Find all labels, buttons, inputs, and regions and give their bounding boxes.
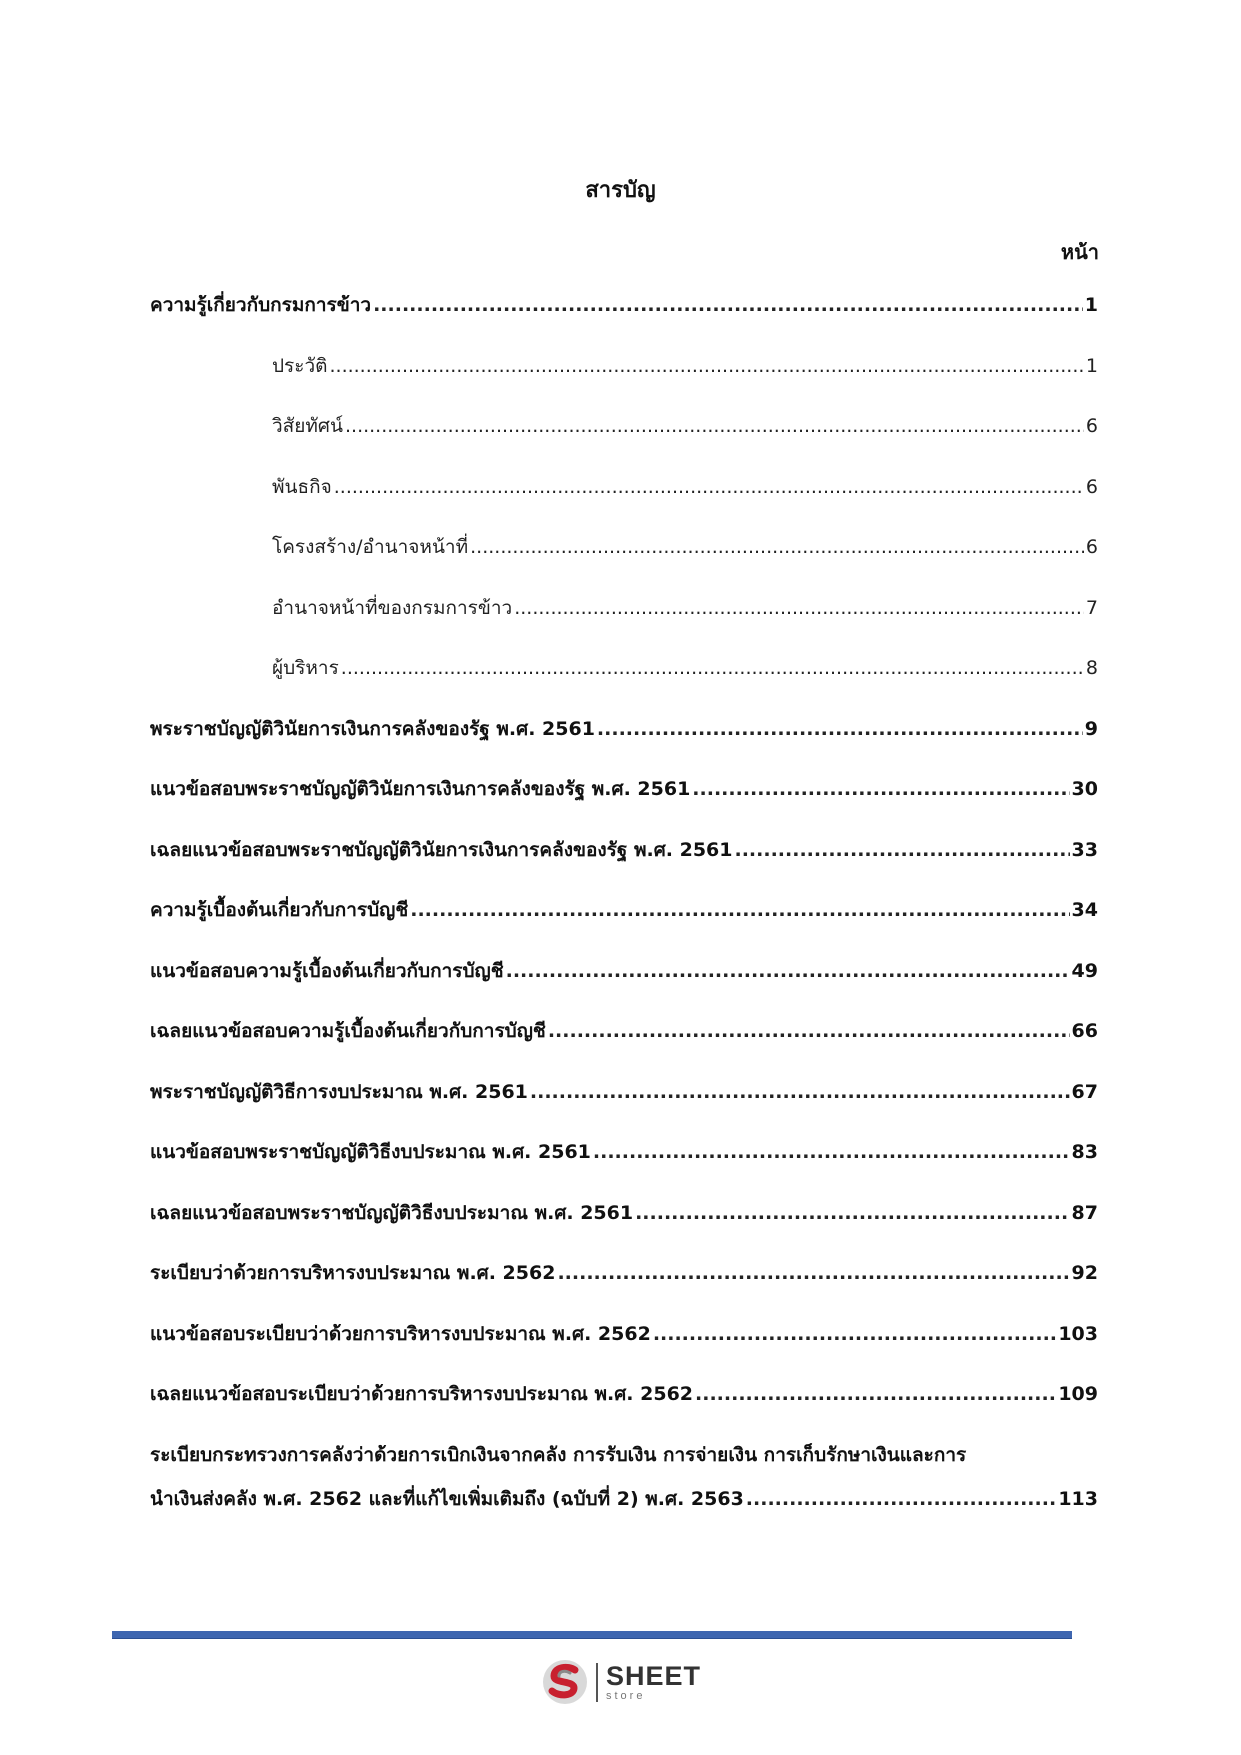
dot-leader	[334, 476, 1084, 498]
toc-entry-page: 34	[1071, 899, 1098, 921]
toc-subentry	[150, 472, 1098, 533]
toc-entry-text: เฉลยแนวข้อสอบความรู้เบื้องต้นเกี่ยวกับการบัญชี	[150, 1020, 546, 1042]
toc-entry-line1: ระเบียบกระทรวงการคลังว่าด้วยการเบิกเงินจากคลัง การรับเงิน การจ่ายเงิน การเก็บรักษาเงินและการ	[150, 1443, 967, 1466]
toc-entries	[150, 290, 1098, 1440]
toc-entry-text: อำนาจหน้าที่ของกรมการข้าว	[272, 596, 513, 619]
toc-entry-text: โครงสร้าง/อำนาจหน้าที่	[272, 536, 469, 558]
toc-entry-text: เฉลยแนวข้อสอบพระราชบัญญัติวินัยการเงินการคลังของรัฐ พ.ศ. 2561	[150, 838, 733, 861]
toc-entry-text: ประวัติ	[272, 354, 328, 377]
toc-entry-page: 7	[1085, 596, 1098, 619]
dot-leader	[593, 1141, 1070, 1163]
toc-subentry	[150, 653, 1098, 714]
toc-entry-text: แนวข้อสอบพระราชบัญญัติวินัยการเงินการคลังของรัฐ พ.ศ. 2561	[150, 778, 691, 800]
dot-leader	[692, 778, 1069, 800]
toc-entry-text: ผู้บริหาร	[272, 657, 339, 679]
toc-entry-page: 83	[1071, 1141, 1098, 1163]
toc-entry-text: พระราชบัญญัติวิธีการงบประมาณ พ.ศ. 2561	[150, 1080, 528, 1103]
page-column-label: หน้า	[1060, 240, 1099, 264]
dot-leader	[506, 960, 1070, 982]
toc-subentry	[150, 411, 1098, 472]
toc-entry	[150, 835, 1098, 896]
toc-subentry	[150, 593, 1098, 654]
toc-entry-page: 103	[1058, 1322, 1098, 1345]
dot-leader	[530, 1081, 1070, 1103]
toc-entry-page: 67	[1071, 1080, 1098, 1103]
toc-entry	[150, 290, 1098, 351]
toc-entry-page: 8	[1085, 657, 1098, 679]
toc-entry	[150, 895, 1098, 956]
toc-entry-page: 87	[1071, 1201, 1098, 1224]
toc-entry-page: 6	[1085, 475, 1098, 498]
dot-leader	[345, 415, 1084, 437]
toc-entry-text: นำเงินส่งคลัง พ.ศ. 2562 และที่แก้ไขเพิ่มเติมถึง (ฉบับที่ 2) พ.ศ. 2563	[150, 1487, 744, 1510]
toc-entry-page: 30	[1071, 778, 1098, 800]
logo-subword: store	[606, 1689, 646, 1702]
toc-entry	[150, 1137, 1098, 1198]
toc-entry-text: พันธกิจ	[272, 475, 332, 498]
toc-entry-page: 109	[1058, 1383, 1098, 1405]
toc-entry	[150, 1258, 1098, 1319]
toc-subentry	[150, 351, 1098, 412]
toc-entry-page: 113	[1058, 1487, 1098, 1510]
toc-entry-text: แนวข้อสอบความรู้เบื้องต้นเกี่ยวกับการบัญชี	[150, 959, 504, 982]
toc-entry-page: 1	[1084, 294, 1098, 316]
toc-entry-page: 6	[1085, 415, 1098, 437]
toc-entry-text: ระเบียบว่าด้วยการบริหารงบประมาณ พ.ศ. 2562	[150, 1262, 556, 1284]
dot-leader	[557, 1262, 1069, 1284]
sheet-store-logo	[540, 1655, 710, 1709]
toc-entry-text: แนวข้อสอบพระราชบัญญัติวิธีงบประมาณ พ.ศ. 2561	[150, 1141, 591, 1163]
toc-entry-text: ความรู้เกี่ยวกับกรมการข้าว	[150, 294, 372, 316]
toc-entry-page: 9	[1084, 717, 1098, 740]
dot-leader	[548, 1020, 1070, 1042]
toc-entry-text: พระราชบัญญัติวินัยการเงินการคลังของรัฐ พ.ศ. 2561	[150, 717, 595, 740]
toc-entry-page: 66	[1071, 1020, 1098, 1042]
toc-entry	[150, 1016, 1098, 1077]
dot-leader	[653, 1323, 1057, 1345]
dot-leader	[735, 839, 1070, 861]
toc-entry-text: เฉลยแนวข้อสอบระเบียบว่าด้วยการบริหารงบประมาณ พ.ศ. 2562	[150, 1383, 694, 1405]
toc-entry-multiline	[150, 1440, 1098, 1524]
toc-entry-line2	[150, 1484, 1098, 1524]
toc-entry	[150, 1198, 1098, 1259]
toc-subentry	[150, 532, 1098, 593]
toc-entry	[150, 1379, 1098, 1440]
toc-entry-page: 49	[1071, 959, 1098, 982]
dot-leader	[746, 1488, 1057, 1510]
dot-leader	[695, 1383, 1056, 1405]
toc-title: สารบัญ	[585, 178, 656, 203]
logo-mark-icon	[540, 1657, 590, 1707]
toc-entry-page: 33	[1071, 838, 1098, 861]
dot-leader	[329, 355, 1083, 377]
toc-entry	[150, 714, 1098, 775]
table-of-contents	[150, 290, 1098, 1524]
toc-entry-text: วิสัยทัศน์	[272, 415, 343, 437]
toc-entry	[150, 1319, 1098, 1380]
toc-entry-text: ความรู้เบื้องต้นเกี่ยวกับการบัญชี	[150, 899, 409, 921]
toc-entry-page: 1	[1085, 354, 1098, 377]
toc-entry	[150, 774, 1098, 835]
logo-wordmark	[596, 1660, 702, 1702]
dot-leader	[341, 657, 1084, 679]
toc-entry	[150, 956, 1098, 1017]
toc-entry-page: 92	[1071, 1262, 1098, 1284]
logo-word: SHEET	[606, 1660, 702, 1691]
dot-leader	[635, 1202, 1069, 1224]
dot-leader	[470, 536, 1084, 558]
toc-entry-text: เฉลยแนวข้อสอบพระราชบัญญัติวิธีงบประมาณ พ.ศ. 2561	[150, 1201, 634, 1224]
toc-entry-text: แนวข้อสอบระเบียบว่าด้วยการบริหารงบประมาณ พ.ศ. 2562	[150, 1322, 651, 1345]
toc-entry-page: 6	[1085, 536, 1098, 558]
footer-divider-bar	[112, 1631, 1072, 1639]
dot-leader	[373, 294, 1083, 316]
toc-entry	[150, 1077, 1098, 1138]
dot-leader	[514, 597, 1084, 619]
dot-leader	[597, 718, 1083, 740]
dot-leader	[410, 899, 1069, 921]
